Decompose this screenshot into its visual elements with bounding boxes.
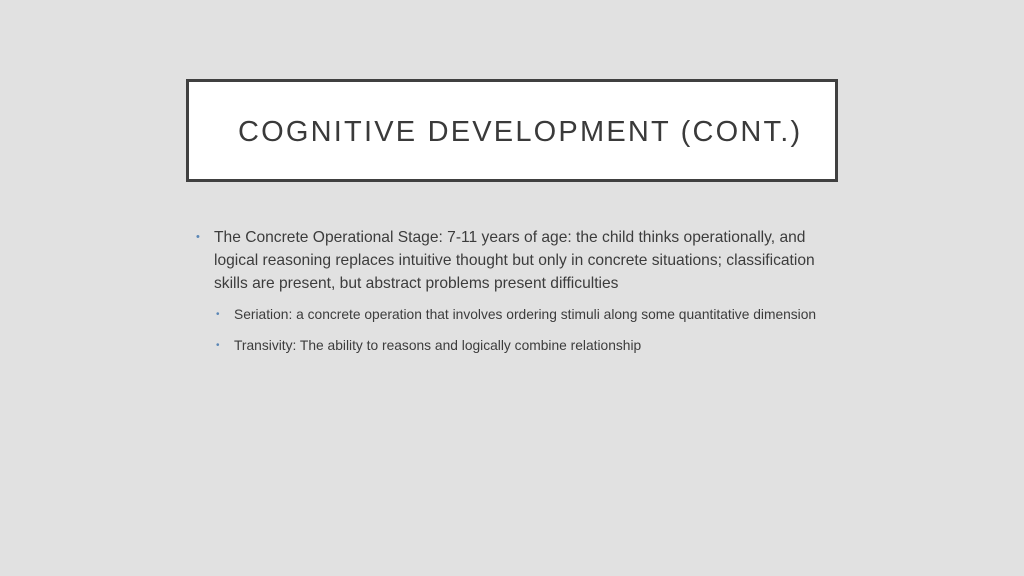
sub-bullet-text: Transivity: The ability to reasons and logically combine relationship bbox=[234, 338, 642, 353]
sub-bullet-transivity bbox=[216, 335, 836, 356]
sub-bullet-seriation bbox=[216, 304, 836, 325]
sub-bullet-text: Seriation: a concrete operation that involves ordering stimuli along some quantitative dimension bbox=[234, 307, 817, 322]
bullet-text: The Concrete Operational Stage: 7-11 years of age: the child thinks operationally, and logical reasoning replaces intuitive thought but only in concrete situations; classification skills are present, but abstract problems present difficulties bbox=[214, 229, 815, 292]
bullet-concrete-operational-stage bbox=[196, 226, 836, 295]
content-area bbox=[196, 226, 836, 366]
bullet-dot-icon: • bbox=[196, 231, 200, 243]
bullet-dot-icon: • bbox=[216, 340, 220, 351]
slide-title: COGNITIVE DEVELOPMENT (CONT.) bbox=[238, 116, 803, 148]
bullet-dot-icon: • bbox=[216, 309, 220, 320]
title-box bbox=[186, 79, 838, 182]
